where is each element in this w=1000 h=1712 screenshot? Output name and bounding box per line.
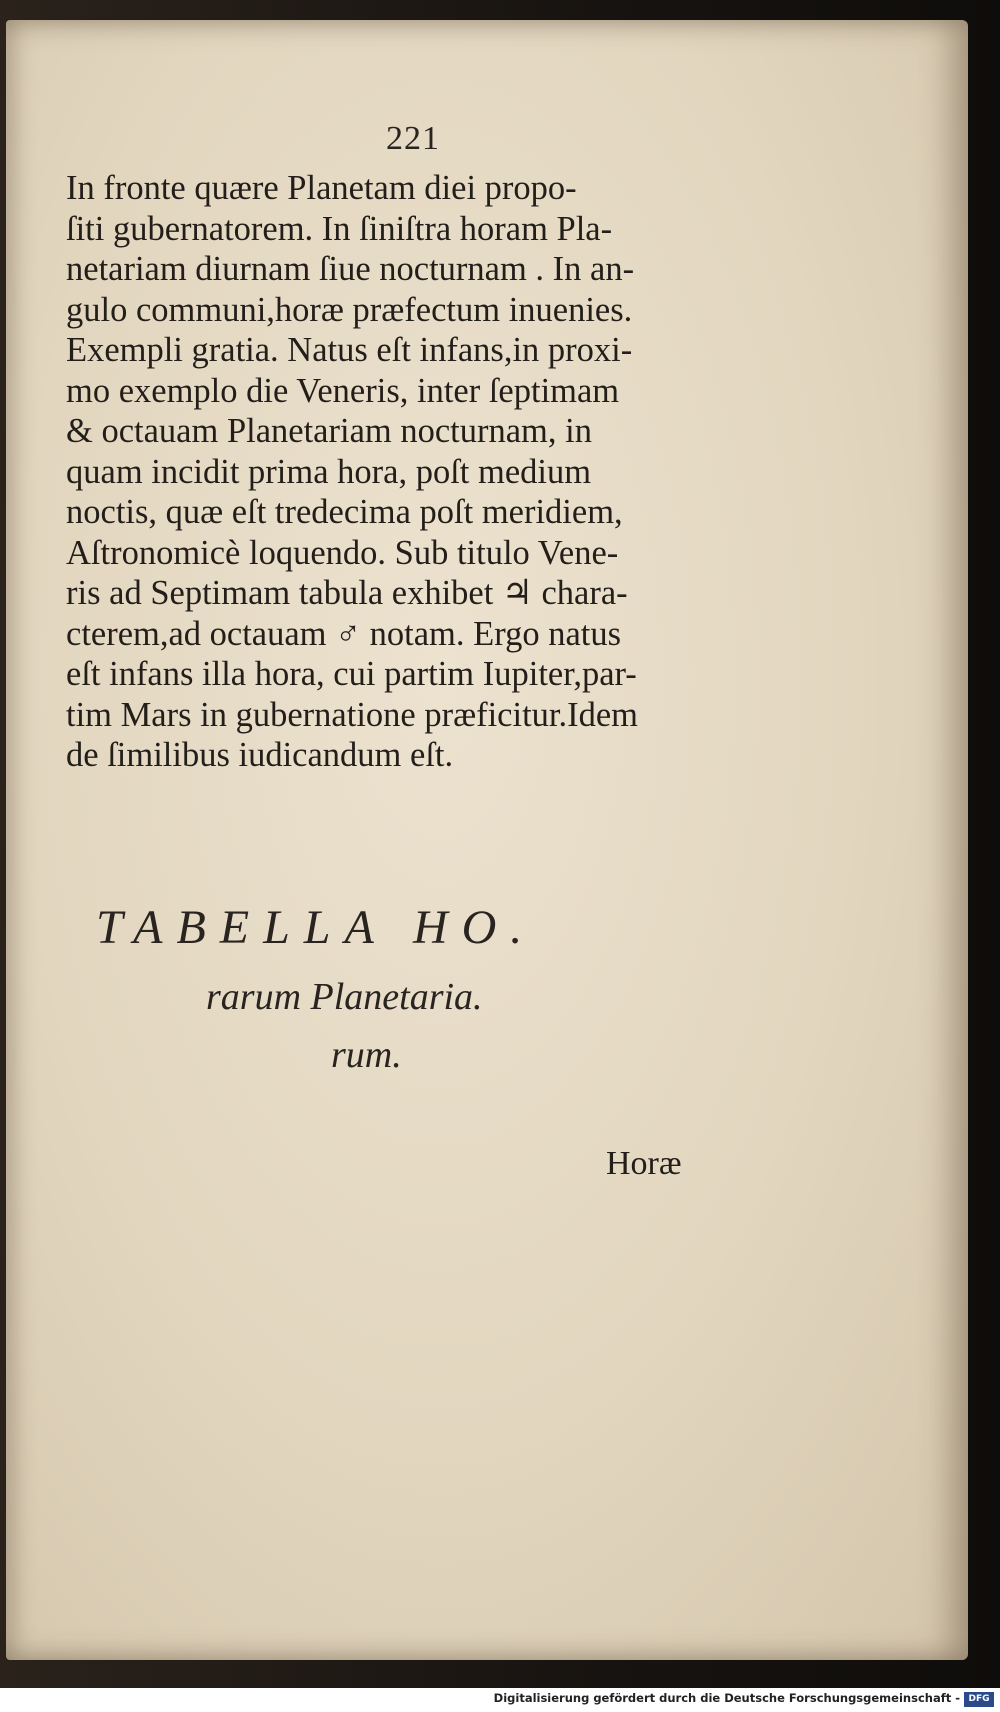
book-page (6, 20, 968, 1660)
text-line: noctis, quæ eſt tredecima poſt meridiem, (66, 493, 623, 531)
funding-notice: Digitalisierung gefördert durch die Deutsche Forschungsgemeinschaft - (493, 1691, 960, 1705)
catchword: Horæ (606, 1145, 682, 1182)
heading-line: rarum Planetaria. (206, 976, 483, 1018)
text-line: netariam diurnam ſiue nocturnam . In an- (66, 250, 635, 288)
text-line: eſt infans illa hora, cui partim Iupiter,par- (66, 655, 637, 693)
text-line: Exempli gratia. Natus eſt infans,in proxi- (66, 331, 633, 369)
text-line: & octauam Planetariam nocturnam, in (66, 412, 592, 450)
text-line: gulo communi,horæ præfectum inuenies. (66, 290, 633, 329)
text-line: In fronte quære Planetam diei propo- (66, 169, 577, 207)
footer-bar (0, 1688, 1000, 1712)
text-line: Aſtronomicè loquendo. Sub titulo Vene- (66, 533, 619, 572)
heading-line: rum. (331, 1034, 402, 1076)
text-line: cterem,ad octauam ♂ notam. Ergo natus (66, 614, 622, 653)
text-line: ſiti gubernatorem. In ſiniſtra horam Pla- (66, 209, 613, 248)
text-line: quam incidit prima hora, poſt medium (66, 452, 592, 491)
text-line: tim Mars in gubernatione præficitur.Idem (66, 695, 638, 734)
text-line: de ſimilibus iudicandum eſt. (66, 736, 454, 774)
heading-line: TABELLA HO. (96, 901, 537, 954)
section-heading (96, 900, 736, 1077)
body-text (66, 168, 736, 776)
text-line: ris ad Septimam tabula exhibet ♃ chara- (66, 574, 628, 612)
dfg-logo: DFG (964, 1692, 994, 1707)
text-line: mo exemplo die Veneris, inter ſeptimam (66, 371, 620, 410)
page-number: 221 (386, 120, 440, 157)
